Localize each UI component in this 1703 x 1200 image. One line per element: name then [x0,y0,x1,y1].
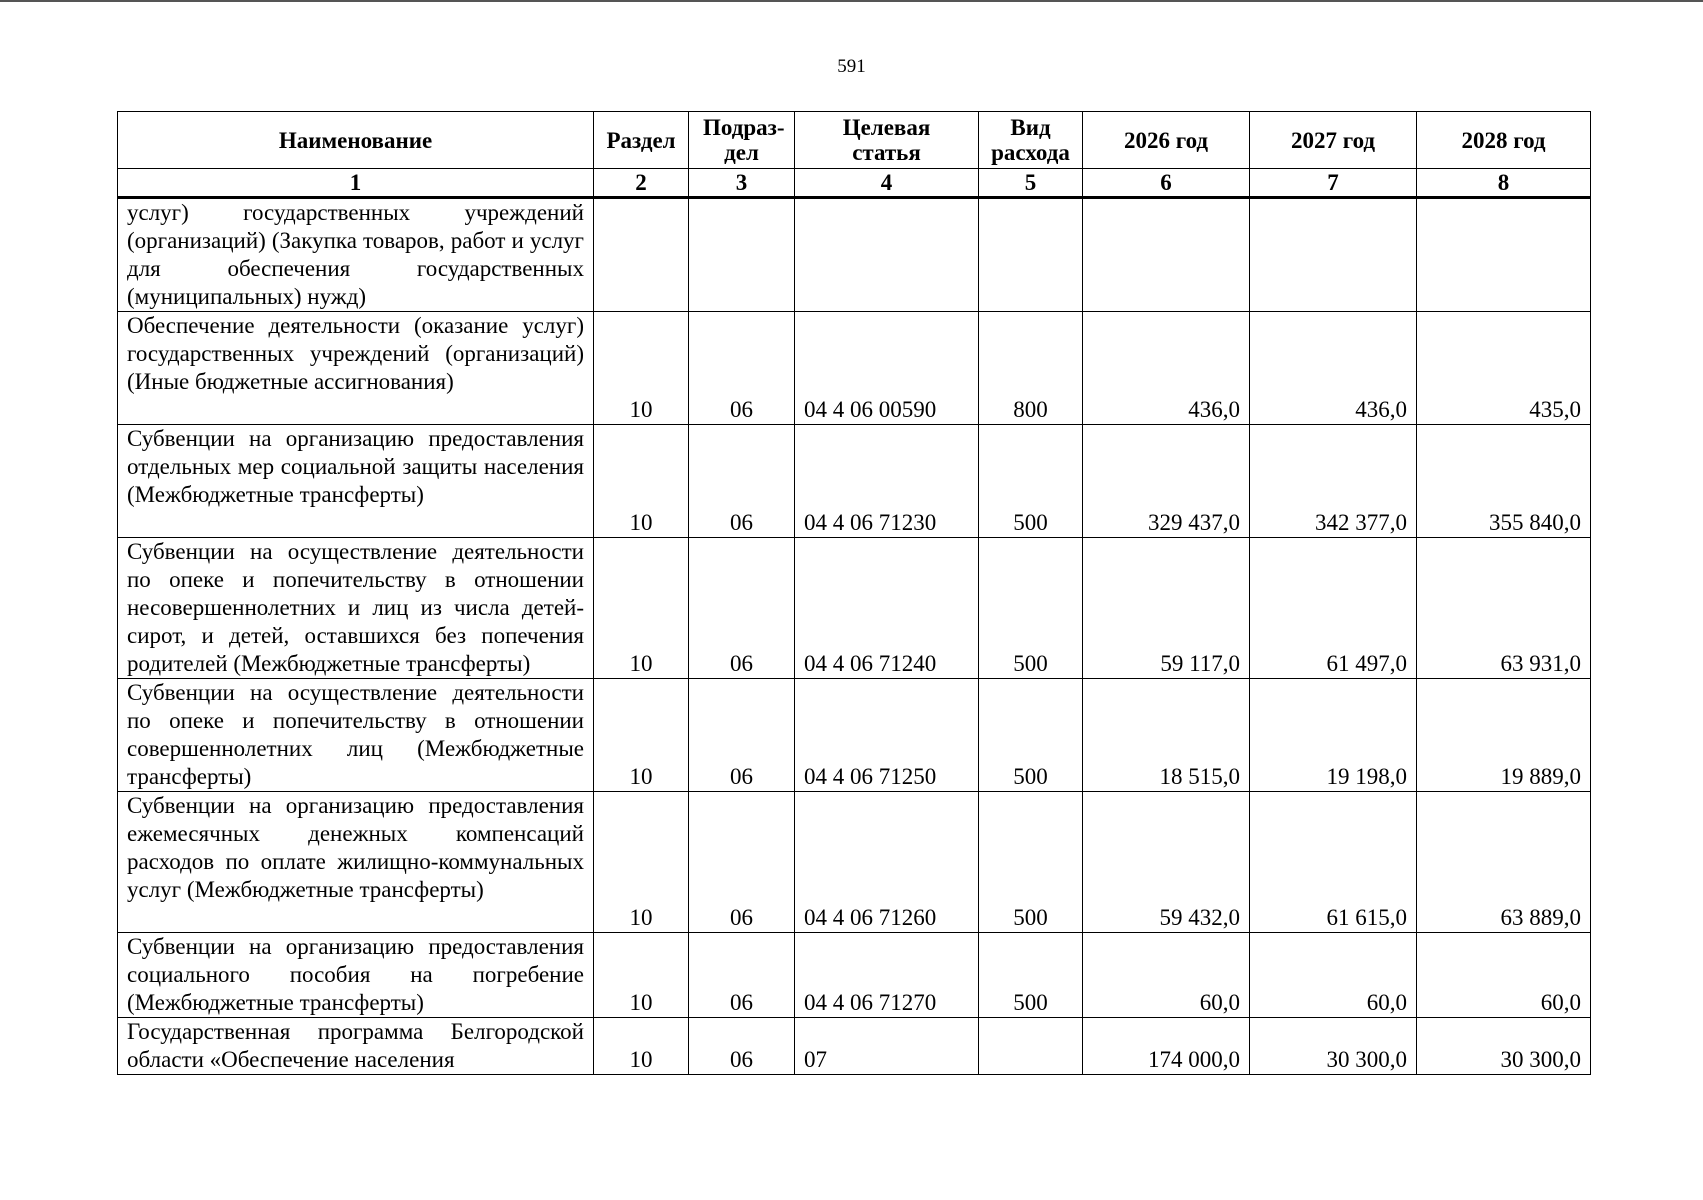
table-row [118,933,1591,1018]
row-razdel: 10 [594,679,689,792]
row-name: Субвенции на осуществление деятельности по опеке и попечительству в отношении несовершеннолетних и лиц из числа детей-сирот, и детей, оставшихся без попечения родителей (Межбюджетные трансферты) [118,538,594,679]
row-2027: 436,0 [1250,312,1417,425]
row-name: Обеспечение деятельности (оказание услуг) государственных учреждений (организаций) (Иные бюджетные ассигнования) [118,312,594,425]
row-podrazdel: 06 [689,792,795,933]
table-row [118,792,1591,933]
table-column-numbers [118,169,1591,198]
row-2028: 19 889,0 [1417,679,1591,792]
row-2028: 355 840,0 [1417,425,1591,538]
row-vid: 500 [979,792,1083,933]
row-name: Государственная программа Белгородской области «Обеспечение населения [118,1018,594,1075]
row-2026: 60,0 [1083,933,1250,1018]
header-2027: 2027 год [1250,112,1417,169]
header-statya: Целевая статья [795,112,979,169]
row-2026: 59 432,0 [1083,792,1250,933]
column-number: 2 [594,169,689,198]
row-razdel: 10 [594,425,689,538]
row-name: Субвенции на осуществление деятельности по опеке и попечительству в отношении совершеннолетних лиц (Межбюджетные трансферты) [118,679,594,792]
row-statya: 04 4 06 71240 [795,538,979,679]
row-podrazdel: 06 [689,679,795,792]
row-podrazdel: 06 [689,538,795,679]
table-row [118,312,1591,425]
row-2026: 18 515,0 [1083,679,1250,792]
row-2028: 435,0 [1417,312,1591,425]
row-razdel: 10 [594,1018,689,1075]
row-2027: 61 497,0 [1250,538,1417,679]
row-name: Субвенции на организацию предоставления отдельных мер социальной защиты населения (Межбюджетные трансферты) [118,425,594,538]
row-podrazdel: 06 [689,933,795,1018]
row-2027 [1250,198,1417,312]
row-statya: 04 4 06 71230 [795,425,979,538]
column-number: 8 [1417,169,1591,198]
scan-top-edge [0,0,1703,2]
row-razdel: 10 [594,538,689,679]
table-row [118,198,1591,312]
column-number: 5 [979,169,1083,198]
row-2027: 342 377,0 [1250,425,1417,538]
row-statya [795,198,979,312]
row-2026: 59 117,0 [1083,538,1250,679]
row-name: Субвенции на организацию предоставления ежемесячных денежных компенсаций расходов по оплате жилищно-коммунальных услуг (Межбюджетные трансферты) [118,792,594,933]
row-vid: 500 [979,933,1083,1018]
row-podrazdel [689,198,795,312]
row-2027: 61 615,0 [1250,792,1417,933]
table-row [118,425,1591,538]
row-2026 [1083,198,1250,312]
column-number: 3 [689,169,795,198]
row-statya: 07 [795,1018,979,1075]
header-name: Наименование [118,112,594,169]
page-number: 591 [837,56,866,77]
row-vid [979,1018,1083,1075]
row-podrazdel: 06 [689,1018,795,1075]
header-2026: 2026 год [1083,112,1250,169]
row-statya: 04 4 06 71250 [795,679,979,792]
row-razdel: 10 [594,933,689,1018]
row-statya: 04 4 06 00590 [795,312,979,425]
row-podrazdel: 06 [689,312,795,425]
table-header-row [118,112,1591,169]
table-row [118,679,1591,792]
header-razdel: Раздел [594,112,689,169]
row-razdel: 10 [594,792,689,933]
row-vid: 500 [979,679,1083,792]
column-number: 4 [795,169,979,198]
row-vid: 800 [979,312,1083,425]
budget-table [117,111,1591,1075]
column-number: 7 [1250,169,1417,198]
table-row [118,538,1591,679]
header-2028: 2028 год [1417,112,1591,169]
row-2027: 60,0 [1250,933,1417,1018]
row-statya: 04 4 06 71260 [795,792,979,933]
row-razdel [594,198,689,312]
row-name: услуг) государственных учреждений (организаций) (Закупка товаров, работ и услуг для обеспечения государственных (муниципальных) нужд) [118,198,594,312]
header-podrazdel: Подраз-дел [689,112,795,169]
table-row [118,1018,1591,1075]
row-2028: 63 889,0 [1417,792,1591,933]
column-number: 6 [1083,169,1250,198]
row-2028: 30 300,0 [1417,1018,1591,1075]
row-vid [979,198,1083,312]
row-podrazdel: 06 [689,425,795,538]
row-2026: 436,0 [1083,312,1250,425]
row-statya: 04 4 06 71270 [795,933,979,1018]
row-2026: 174 000,0 [1083,1018,1250,1075]
row-2027: 30 300,0 [1250,1018,1417,1075]
header-vid: Вид расхода [979,112,1083,169]
row-razdel: 10 [594,312,689,425]
row-2028 [1417,198,1591,312]
row-name: Субвенции на организацию предоставления социального пособия на погребение (Межбюджетные трансферты) [118,933,594,1018]
row-2026: 329 437,0 [1083,425,1250,538]
row-2028: 60,0 [1417,933,1591,1018]
row-2028: 63 931,0 [1417,538,1591,679]
row-vid: 500 [979,538,1083,679]
row-vid: 500 [979,425,1083,538]
row-2027: 19 198,0 [1250,679,1417,792]
column-number: 1 [118,169,594,198]
